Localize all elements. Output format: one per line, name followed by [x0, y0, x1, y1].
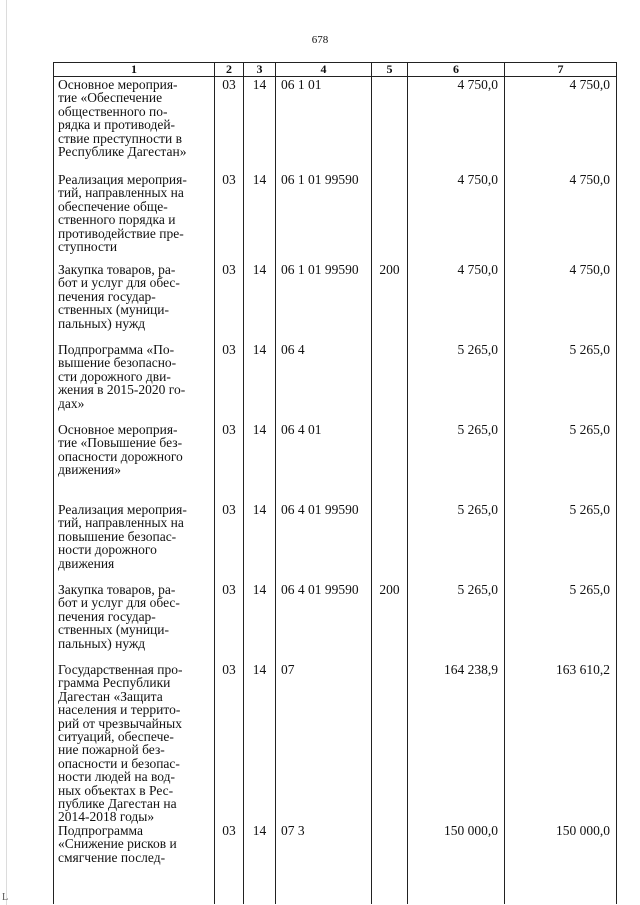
- description-line: Дагестан «Защита: [58, 688, 163, 704]
- description-line: пальных) нужд: [58, 635, 146, 651]
- table-row: [54, 173, 617, 263]
- description-line: печения государ-: [58, 608, 156, 624]
- description-line: опасности и безопас-: [58, 755, 180, 771]
- description-line: тий, направленных на: [58, 185, 184, 201]
- description-line: дах»: [58, 395, 85, 411]
- header-col-6: 6: [408, 63, 505, 77]
- header-col-7: 7: [505, 63, 617, 77]
- amount-col-6: 4 750,0: [408, 77, 505, 174]
- description-line: населения и террито-: [58, 702, 181, 718]
- amount-col-7: 5 265,0: [505, 583, 617, 663]
- expense-type-code: [372, 343, 408, 423]
- target-article-code: 06 4 01 99590: [276, 583, 372, 663]
- expense-type-code: 200: [372, 583, 408, 663]
- section-code: 03: [215, 663, 244, 824]
- description-line: бот и услуг для обес-: [58, 275, 180, 291]
- description-line: тие «Обеспечение: [58, 90, 163, 106]
- scan-edge: [6, 0, 7, 905]
- table-row: [54, 824, 617, 904]
- description-line: ствие преступности в: [58, 130, 183, 146]
- header-col-1: 1: [54, 63, 215, 77]
- expense-type-code: 200: [372, 263, 408, 343]
- header-col-2: 2: [215, 63, 244, 77]
- amount-col-7: 5 265,0: [505, 343, 617, 423]
- table-row: [54, 583, 617, 663]
- amount-col-7: 4 750,0: [505, 263, 617, 343]
- header-col-3: 3: [244, 63, 276, 77]
- subsection-code: 14: [244, 824, 276, 904]
- row-description: [54, 263, 215, 343]
- description-line: ственных (муници-: [58, 302, 170, 318]
- header-row: [54, 63, 617, 77]
- table-row: [54, 263, 617, 343]
- description-line: движения»: [58, 462, 122, 478]
- expense-type-code: [372, 423, 408, 503]
- amount-col-7: 5 265,0: [505, 503, 617, 583]
- table-row: [54, 423, 617, 503]
- description-line: вышение безопасно-: [58, 355, 177, 371]
- description-line: тие «Повышение без-: [58, 435, 183, 451]
- page-number: 678: [311, 34, 329, 46]
- description-line: жения в 2015-2020 го-: [58, 382, 186, 398]
- description-line: бот и услуг для обес-: [58, 595, 180, 611]
- description-line: «Снижение рисков и: [58, 836, 177, 852]
- subsection-code: 14: [244, 663, 276, 824]
- target-article-code: 06 1 01 99590: [276, 263, 372, 343]
- description-line: противодействие пре-: [58, 225, 184, 241]
- description-line: Государственная про-: [58, 662, 183, 677]
- subsection-code: 14: [244, 173, 276, 263]
- description-line: обеспечение обще-: [58, 198, 168, 214]
- description-line: рядка и противодей-: [58, 117, 176, 133]
- description-line: Закупка товаров, ра-: [58, 262, 176, 277]
- target-article-code: 07: [276, 663, 372, 824]
- row-description: [54, 423, 215, 503]
- description-line: смягчение послед-: [58, 849, 166, 865]
- description-line: опасности дорожного: [58, 448, 183, 464]
- expense-type-code: [372, 77, 408, 174]
- expense-type-code: [372, 503, 408, 583]
- description-line: Закупка товаров, ра-: [58, 582, 176, 597]
- target-article-code: 06 4 01: [276, 423, 372, 503]
- budget-table: [53, 62, 617, 904]
- amount-col-7: 4 750,0: [505, 77, 617, 174]
- row-description: [54, 343, 215, 423]
- corner-mark: L: [2, 892, 9, 903]
- description-line: 2014-2018 годы»: [58, 809, 155, 825]
- target-article-code: 06 4: [276, 343, 372, 423]
- amount-col-7: 163 610,2: [505, 663, 617, 824]
- subsection-code: 14: [244, 263, 276, 343]
- description-line: публике Дагестан на: [58, 796, 177, 812]
- description-line: Подпрограмма «По-: [58, 342, 175, 357]
- description-line: рий от чрезвычайных: [58, 715, 182, 731]
- amount-col-6: 5 265,0: [408, 503, 505, 583]
- section-code: 03: [215, 583, 244, 663]
- section-code: 03: [215, 423, 244, 503]
- section-code: 03: [215, 77, 244, 174]
- row-description: [54, 77, 215, 174]
- expense-type-code: [372, 173, 408, 263]
- amount-col-6: 5 265,0: [408, 423, 505, 503]
- description-line: Реализация мероприя-: [58, 502, 187, 517]
- section-code: 03: [215, 503, 244, 583]
- section-code: 03: [215, 343, 244, 423]
- description-line: Основное мероприя-: [58, 422, 178, 437]
- description-line: ситуаций, обеспече-: [58, 729, 174, 745]
- description-line: ности людей на вод-: [58, 769, 175, 785]
- row-description: [54, 663, 215, 824]
- target-article-code: 07 3: [276, 824, 372, 904]
- amount-col-6: 164 238,9: [408, 663, 505, 824]
- description-line: печения государ-: [58, 288, 156, 304]
- amount-col-7: 4 750,0: [505, 173, 617, 263]
- description-line: тий, направленных на: [58, 515, 184, 531]
- description-line: ступности: [58, 239, 118, 255]
- table-row: [54, 77, 617, 174]
- target-article-code: 06 1 01 99590: [276, 173, 372, 263]
- subsection-code: 14: [244, 343, 276, 423]
- description-line: повышение безопас-: [58, 528, 177, 544]
- description-line: ственных (муници-: [58, 622, 170, 638]
- table-body: [54, 77, 617, 905]
- row-description: [54, 583, 215, 663]
- description-line: движения: [58, 555, 115, 571]
- description-line: пальных) нужд: [58, 315, 146, 331]
- amount-col-6: 5 265,0: [408, 343, 505, 423]
- description-line: сти дорожного дви-: [58, 368, 171, 384]
- subsection-code: 14: [244, 503, 276, 583]
- section-code: 03: [215, 824, 244, 904]
- row-description: [54, 503, 215, 583]
- header-col-5: 5: [372, 63, 408, 77]
- amount-col-6: 150 000,0: [408, 824, 505, 904]
- table-row: [54, 343, 617, 423]
- row-description: [54, 173, 215, 263]
- section-code: 03: [215, 263, 244, 343]
- description-line: ных объектах в Рес-: [58, 782, 174, 798]
- amount-col-6: 5 265,0: [408, 583, 505, 663]
- section-code: 03: [215, 173, 244, 263]
- row-description: [54, 824, 215, 904]
- target-article-code: 06 4 01 99590: [276, 503, 372, 583]
- description-line: ние пожарной без-: [58, 742, 165, 758]
- target-article-code: 06 1 01: [276, 77, 372, 174]
- subsection-code: 14: [244, 583, 276, 663]
- amount-col-7: 5 265,0: [505, 423, 617, 503]
- description-line: грамма Республики: [58, 675, 171, 691]
- amount-col-7: 150 000,0: [505, 824, 617, 904]
- subsection-code: 14: [244, 77, 276, 174]
- amount-col-6: 4 750,0: [408, 263, 505, 343]
- header-col-4: 4: [276, 63, 372, 77]
- description-line: Подпрограмма: [58, 823, 143, 838]
- amount-col-6: 4 750,0: [408, 173, 505, 263]
- subsection-code: 14: [244, 423, 276, 503]
- description-line: ности дорожного: [58, 542, 157, 558]
- description-line: Республике Дагестан»: [58, 144, 187, 160]
- description-line: общественного по-: [58, 103, 168, 119]
- description-line: ственного порядка и: [58, 212, 176, 228]
- table-row: [54, 663, 617, 824]
- description-line: Реализация мероприя-: [58, 172, 187, 187]
- description-line: Основное мероприя-: [58, 77, 178, 92]
- table-row: [54, 503, 617, 583]
- expense-type-code: [372, 824, 408, 904]
- expense-type-code: [372, 663, 408, 824]
